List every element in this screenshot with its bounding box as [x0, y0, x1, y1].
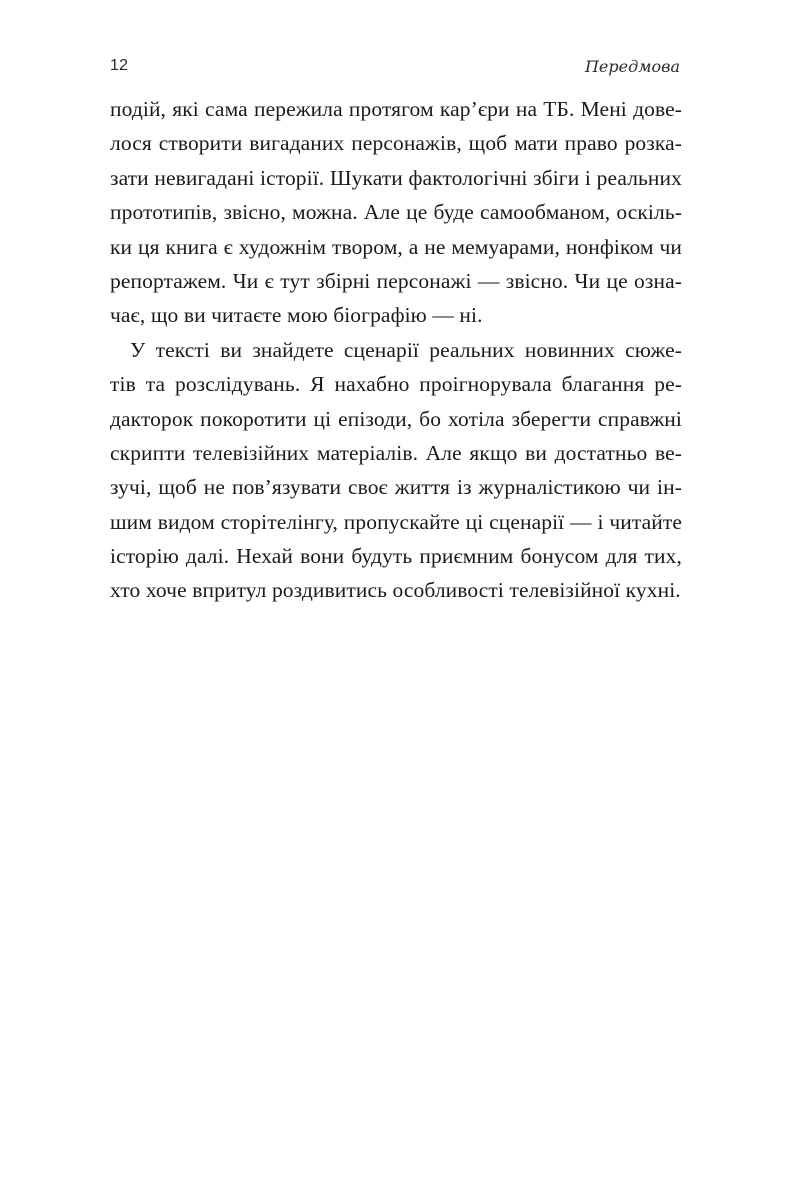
paragraph-1: [110, 92, 682, 333]
text-line: зати невигадані історії. Шукати фактологічні збіги і реальних: [110, 165, 682, 190]
paragraph-2: [110, 333, 682, 608]
text-line: історію далі. Нехай вони будуть приємним бонусом для тих,: [110, 544, 682, 569]
text-line: шим видом сторітелінгу, пропускайте ці сценарії — і читайте: [110, 509, 682, 534]
text-line: ки ця книга є художнім твором, а не мемуарами, нонфіком чи: [110, 234, 682, 259]
text-line: прототипів, звісно, можна. Але це буде самообманом, оскіль-: [110, 200, 682, 225]
text-line: чає, що ви читаєте мою біографію — ні.: [110, 303, 483, 328]
text-line: тів та розслідувань. Я нахабно проігнорувала благання ре-: [110, 372, 682, 397]
text-line: подій, які сама пережила протягом кар’єри на ТБ. Мені дове-: [110, 97, 682, 121]
body-text: [110, 92, 682, 608]
running-header: [110, 57, 680, 81]
text-line: репортажем. Чи є тут збірні персонажі — звісно. Чи це озна-: [110, 268, 682, 293]
text-line: хто хоче впритул роздивитись особливості телевізійної кухні.: [110, 578, 681, 603]
text-line: зучі, щоб не пов’язувати своє життя із журналістикою чи ін-: [110, 475, 682, 500]
text-line: У тексті ви знайдете сценарії реальних новинних сюже-: [130, 337, 682, 362]
section-title: Передмова: [584, 57, 680, 76]
text-line: скрипти телевізійних матеріалів. Але якщо ви достатньо ве-: [110, 440, 682, 465]
text-line: дакторок покоротити ці епізоди, бо хотіла зберегти справжні: [110, 406, 682, 431]
page-number: 12: [110, 57, 129, 74]
text-line: лося створити вигаданих персонажів, щоб мати право розка-: [110, 131, 682, 156]
